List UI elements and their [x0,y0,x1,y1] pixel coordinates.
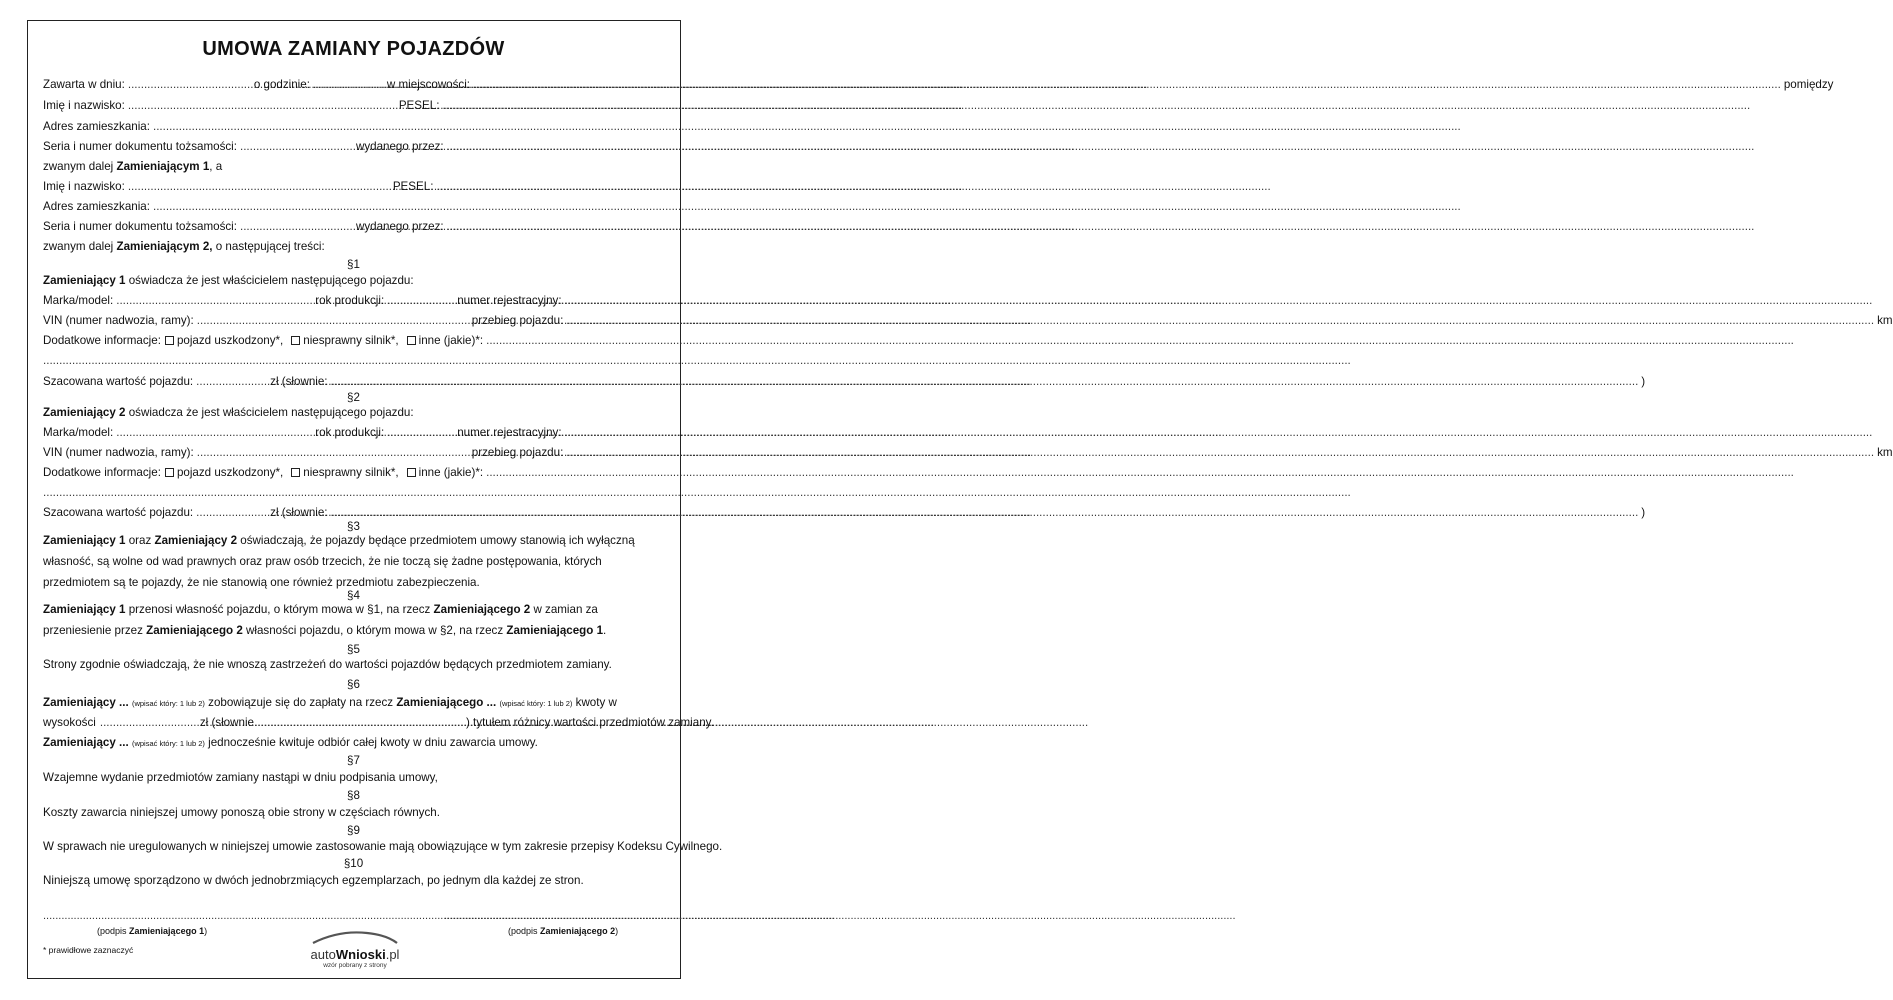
text: zobowiązuje się do zapłaty na rzecz [208,696,394,709]
s3-text [43,530,665,593]
section-1-heading: §1 [347,258,360,271]
label-address: Adres zamieszkania: [43,120,150,133]
party-label: Zamieniający 1 [43,274,126,287]
text: auto [310,947,336,962]
s2-extra-field[interactable] [43,486,1351,500]
text: .pl [385,947,400,962]
s6-amount-field[interactable] [100,716,196,730]
section-4-heading: §4 [347,589,360,602]
text: pojazd uszkodzony*, [176,334,284,347]
intro-line [43,78,1834,92]
section-10-heading: §10 [343,857,364,870]
s2-extra-continuation [43,486,665,500]
party2-designation [43,240,665,254]
section-5-heading: §5 [347,643,360,656]
party1-name-field[interactable] [128,99,396,113]
text: oświadczają, że pojazdy będące przedmiotem umowy stanowią ich wyłączną własność, są wolne od wad prawnych oraz praw osób trzecich, że nie toczą się żadne postępowania, których przedmiotem są te pojazdy, że nie stanowią one również przedmiotu zabezpieczenia. [43,534,635,589]
s1-mileage-field[interactable] [566,314,1874,328]
s1-year-field[interactable] [387,294,453,308]
text: oświadcza że jest właścicielem następującego pojazdu: [128,406,414,419]
section-2-heading: §2 [347,391,360,404]
label-date: Zawarta w dniu: [43,78,125,91]
damaged-checkbox[interactable] [165,468,174,477]
label-km: km [1877,446,1893,459]
text: wysokości [43,716,96,729]
text: ) [615,926,619,936]
party-label: Zamieniającego 2 [433,603,531,616]
logo-brand [300,947,410,962]
text: niesprawny silnik*, [303,466,399,479]
text: . [603,624,607,637]
party2-id-line [43,220,665,234]
label-mileage: przebieg pojazdu: [471,314,564,327]
s4-text [43,599,665,641]
text: inne (jakie)*: [418,334,484,347]
s1-vin-line [43,314,1893,328]
s7-text: Wzajemne wydanie przedmiotów zamiany nastąpi w dniu podpisania umowy, [43,771,438,784]
section-3-heading: §3 [347,520,360,533]
party1-pesel-field[interactable] [442,99,1750,113]
label-words: zł (słownie: [270,375,328,388]
text: jednocześnie kwituje odbiór całej kwoty w dniu zawarcia umowy. [208,736,538,749]
section-8-heading: §8 [347,789,360,802]
s6-line2 [43,716,714,730]
label-value: Szacowana wartość pojazdu: [43,506,194,519]
label-extra: Dodatkowe informacje: [43,334,161,347]
party-label: Zamieniającego 1 [129,926,205,936]
footnote: * prawidłowe zaznaczyć [43,945,134,955]
text: pojazd uszkodzony*, [176,466,284,479]
s2-extra-line [43,466,665,480]
label-mileage: przebieg pojazdu: [471,446,564,459]
label-place: w miejscowości: [386,78,471,91]
s2-vin-field[interactable] [197,446,469,460]
text: Wnioski [335,947,386,962]
label-issued-by: wydanego przez: [355,140,444,153]
party1-id-line [43,140,665,154]
label-make: Marka/model: [43,294,114,307]
party1-id-field[interactable] [240,140,352,154]
text: ) [1641,506,1646,519]
s1-extra-line [43,334,665,348]
document-title: UMOWA ZAMIANY POJAZDÓW [202,38,505,60]
party1-name-line [43,99,665,113]
party-label: Zamieniający 1 [43,603,126,616]
party-label: Zamieniający 2 [43,406,126,419]
party-label: Zamieniający 1 [43,534,126,547]
signature-label-left [97,926,207,936]
text: własności pojazdu, o którym mowa w §2, na rzecz [246,624,504,637]
label-vin: VIN (numer nadwozia, ramy): [43,314,194,327]
car-roof-icon [309,930,401,944]
s1-extra-continuation [43,354,665,368]
s1-plate-field[interactable] [565,294,1873,308]
label-extra: Dodatkowe informacje: [43,466,161,479]
party2-pesel-field[interactable] [436,180,674,194]
s2-make-line [43,426,665,440]
party2-issuer-field[interactable] [447,220,1755,234]
place-field[interactable] [473,78,1781,92]
text: (podpis [508,926,538,936]
text: niesprawny silnik*, [303,334,399,347]
text: ) [1641,375,1646,388]
party2-address-field[interactable] [153,200,1461,214]
party-label: Zamieniającego 2 [146,624,243,637]
party1-address-field[interactable] [153,120,1461,134]
label-km: km [1877,314,1893,327]
s2-intro [43,406,665,420]
label-address: Adres zamieszkania: [43,200,150,213]
s2-plate-field[interactable] [565,426,1873,440]
label-pesel: PESEL: [398,99,440,112]
s2-vin-line [43,446,1893,460]
text: zwanym dalej [43,160,114,173]
label-plate: numer rejestracyjny: [457,294,562,307]
s2-words-field[interactable] [331,506,1639,520]
party-label: Zamieniający ... [43,736,129,749]
autownioski-logo [300,930,410,969]
other-checkbox[interactable] [407,336,416,345]
s9-text: W sprawach nie uregulowanych w niniejszej umowie zastosowanie mają obowiązujące w tym zakresie przepisy Kodeksu Cywilnego. [43,840,723,853]
text: inne (jakie)*: [418,466,484,479]
label-name: Imię i nazwisko: [43,99,125,112]
s1-intro [43,274,665,288]
s2-year-field[interactable] [387,426,453,440]
party-label: Zamieniający ... [43,696,129,709]
text: ) [204,926,208,936]
s6-line3 [43,736,665,751]
party2-address-line [43,200,665,214]
s2-value-line [43,506,1646,520]
s1-value-line [43,375,1646,389]
party1-address-line [43,120,665,134]
label-year: rok produkcji: [315,426,385,439]
s8-text: Koszty zawarcia niniejszej umowy ponoszą obie strony w częściach równych. [43,806,440,819]
s1-make-field[interactable] [116,294,312,308]
label-vin: VIN (numer nadwozia, ramy): [43,446,194,459]
s1-extra-field[interactable] [43,354,1351,368]
hint: (wpisać który: 1 lub 2) [131,739,205,748]
text: zł (słownie [199,716,254,729]
engine-checkbox[interactable] [291,468,300,477]
label-pesel: PESEL: [392,180,434,193]
party-label: Zamieniający 2 [154,534,238,547]
hint: (wpisać który: 1 lub 2) [131,699,205,708]
party-label: Zamieniającego ... [396,696,497,709]
section-9-heading: §9 [347,824,360,837]
text: w zamian za przeniesienie przez [43,603,598,637]
label-id-doc: Seria i numer dokumentu tożsamości: [43,140,237,153]
party2-name-line [43,180,665,194]
s1-value-field[interactable] [196,375,266,389]
text: zwanym dalej [43,240,114,253]
s2-other-field[interactable] [486,466,1794,480]
s1-other-field[interactable] [486,334,1794,348]
text: (podpis [97,926,127,936]
party2-id-field[interactable] [240,220,352,234]
section-7-heading: §7 [347,754,360,767]
s2-mileage-field[interactable] [566,446,1874,460]
label-between: pomiędzy [1783,78,1834,91]
text: , a [209,160,223,173]
text: przenosi własność pojazdu, o którym mowa w §1, na rzecz [128,603,431,616]
party2-name-field[interactable] [128,180,390,194]
label-words: zł (słownie: [270,506,328,519]
hint: (wpisać który: 1 lub 2) [499,699,573,708]
label-issued-by: wydanego przez: [355,220,444,233]
other-checkbox[interactable] [407,468,416,477]
text: ) tytułem różnicy wartości przedmiotów zamiany. [465,716,714,729]
label-id-doc: Seria i numer dokumentu tożsamości: [43,220,237,233]
label-time: o godzinie: [253,78,310,91]
s5-text: Strony zgodnie oświadczają, że nie wnoszą zastrzeżeń do wartości pojazdów będących przedmiotem zamiany. [43,658,612,671]
damaged-checkbox[interactable] [165,336,174,345]
engine-checkbox[interactable] [291,336,300,345]
party1-label: Zamieniającym 1 [116,160,210,173]
signature-label-right [508,926,618,936]
party1-issuer-field[interactable] [447,140,1755,154]
label-name: Imię i nazwisko: [43,180,125,193]
logo-tagline: wzór pobrany z strony [323,962,387,969]
s2-value-field[interactable] [196,506,266,520]
s10-text: Niniejszą umowę sporządzono w dwóch jednobrzmiących egzemplarzach, po jednym dla każdej ze stron. [43,874,584,887]
label-value: Szacowana wartość pojazdu: [43,375,194,388]
label-plate: numer rejestracyjny: [457,426,562,439]
text: o następującej treści: [215,240,325,253]
s2-make-field[interactable] [116,426,312,440]
party-label: Zamieniającego 1 [506,624,604,637]
party2-label: Zamieniającym 2, [116,240,213,253]
s1-vin-field[interactable] [197,314,469,328]
s6-words-field[interactable] [254,716,466,730]
date-field[interactable] [128,78,250,92]
time-field[interactable] [313,78,383,92]
party-label: Zamieniającego 2 [540,926,616,936]
signature-field-left[interactable] [43,910,263,922]
s6-line1 [43,696,665,711]
label-make: Marka/model: [43,426,114,439]
signature-field-right[interactable] [444,910,664,922]
text: oświadcza że jest właścicielem następującego pojazdu: [128,274,414,287]
text: oraz [128,534,152,547]
section-6-heading: §6 [347,678,360,691]
party1-designation [43,160,665,174]
s1-make-line [43,294,665,308]
label-year: rok produkcji: [315,294,385,307]
s1-words-field[interactable] [331,375,1639,389]
text: kwoty w [575,696,617,709]
